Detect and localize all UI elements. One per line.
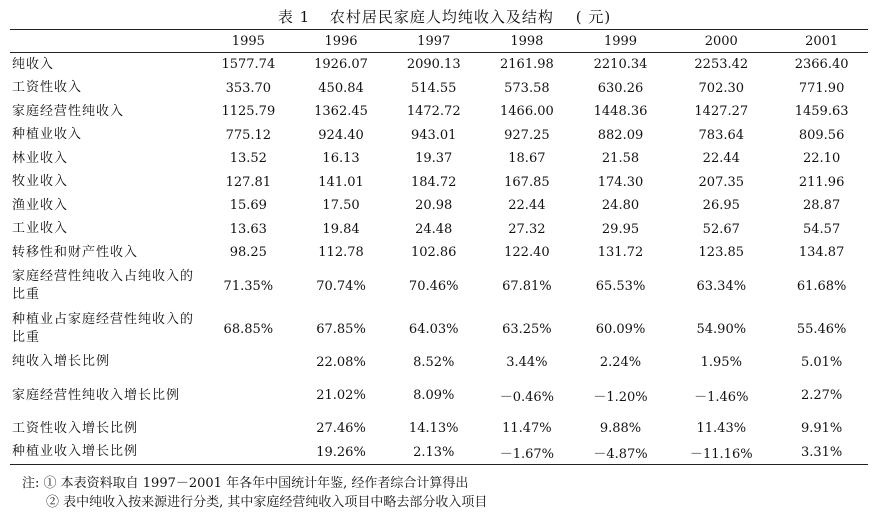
- data-cell: 54.90%: [696, 321, 747, 337]
- data-cell: 63.25%: [502, 321, 552, 337]
- row-label: 种植业收入: [12, 127, 83, 143]
- data-cell: 11.43%: [696, 421, 747, 437]
- data-cell: 102.86: [410, 245, 457, 261]
- data-cell: 63.34%: [696, 278, 747, 294]
- row-label: 纯收入: [12, 56, 55, 72]
- data-cell: －1.20%: [593, 390, 648, 405]
- data-cell: 943.01: [410, 127, 457, 143]
- table-row: [10, 265, 868, 308]
- data-cell: 141.01: [318, 174, 364, 190]
- data-cell: 64.03%: [408, 321, 459, 337]
- data-cell: 60.09%: [595, 321, 646, 337]
- data-cell: －11.16%: [667, 441, 775, 465]
- data-cell: 21.58: [601, 151, 640, 167]
- data-cell: 19.37: [415, 151, 453, 167]
- data-cell: 207.35: [698, 174, 745, 190]
- data-cell: 68.85%: [223, 321, 274, 337]
- data-cell: 21.02%: [316, 388, 366, 403]
- data-cell: 927.25: [504, 127, 550, 143]
- column-header: 1998: [480, 30, 574, 53]
- table-row: [10, 77, 868, 101]
- data-cell: 22.10: [803, 151, 841, 167]
- data-cell: 1362.45: [314, 104, 368, 120]
- data-cell: 15.69: [229, 198, 267, 214]
- data-cell: 18.67: [508, 151, 546, 167]
- data-cell: 809.56: [798, 127, 845, 143]
- data-cell: 2366.40: [794, 57, 849, 73]
- data-cell: 1472.72: [406, 104, 461, 120]
- data-cell: 28.87: [803, 198, 841, 214]
- data-cell: 11.47%: [502, 421, 552, 437]
- table-row: [10, 53, 868, 77]
- data-cell: 61.68%: [796, 278, 847, 294]
- table-row: [10, 147, 868, 171]
- column-header: 1995: [202, 30, 295, 53]
- data-cell: 123.85: [698, 245, 745, 261]
- data-cell: 98.25: [229, 245, 267, 261]
- table-row: [10, 124, 868, 148]
- table-caption: [0, 6, 889, 27]
- data-cell: －4.87%: [574, 441, 668, 465]
- data-cell: [202, 441, 295, 465]
- row-label: 工资性收入增长比例: [12, 420, 139, 436]
- data-cell: 29.95: [601, 221, 640, 237]
- table-row: [10, 374, 868, 417]
- column-header: 1997: [387, 30, 480, 53]
- data-cell: 70.74%: [316, 278, 366, 294]
- row-label: 林业收入: [12, 150, 69, 166]
- data-cell: 8.09%: [413, 388, 455, 403]
- table-row: [10, 351, 868, 375]
- row-label: 工资性收入: [12, 80, 83, 96]
- data-cell: 71.35%: [223, 278, 274, 294]
- data-cell: 3.44%: [506, 354, 548, 370]
- data-cell: 1577.74: [221, 57, 276, 73]
- data-cell: 573.58: [504, 80, 550, 96]
- data-cell: 13.63: [229, 221, 267, 237]
- data-cell: [202, 351, 295, 375]
- data-cell: －0.46%: [499, 390, 555, 405]
- row-label: 家庭经营性纯收入增长比例: [12, 387, 181, 403]
- table-row: [10, 171, 868, 195]
- data-cell: 2210.34: [593, 57, 648, 73]
- column-header: [10, 30, 202, 53]
- data-cell: 771.90: [798, 80, 845, 96]
- data-cell: 5.01%: [800, 354, 843, 370]
- data-cell: 122.40: [504, 245, 550, 261]
- data-cell: 2090.13: [406, 57, 461, 73]
- table-row: [10, 308, 868, 351]
- data-cell: 8.52%: [413, 354, 455, 370]
- data-cell: 16.13: [322, 151, 360, 167]
- data-cell: 702.30: [698, 80, 745, 96]
- data-cell: [202, 374, 295, 417]
- data-cell: 353.70: [225, 80, 272, 96]
- table-body: [10, 53, 868, 465]
- table-row: [10, 100, 868, 124]
- data-cell: 2161.98: [500, 57, 554, 73]
- note-2: ② 表中纯收入按来源进行分类, 其中家庭经营纯收入项目中略去部分收入项目: [46, 495, 488, 510]
- data-cell: [202, 417, 295, 441]
- data-cell: 24.48: [415, 221, 453, 237]
- table-notes: [22, 474, 487, 512]
- row-label: 工业收入: [12, 221, 69, 237]
- column-header: 1999: [574, 30, 668, 53]
- row-label: 牧业收入: [12, 174, 69, 190]
- data-cell: 450.84: [318, 80, 364, 96]
- data-cell: 131.72: [597, 245, 644, 261]
- data-cell: 17.50: [322, 198, 360, 214]
- note-1: 注: ① 本表资料取自 1997－2001 年各年中国统计年鉴, 经作者综合计算得出: [22, 476, 469, 491]
- table-row: [10, 194, 868, 218]
- table-row: [10, 241, 868, 265]
- column-header: 1996: [295, 30, 388, 53]
- data-cell: 112.78: [318, 245, 364, 261]
- data-cell: 1427.27: [694, 104, 749, 120]
- data-cell: 54.57: [803, 221, 841, 237]
- data-cell: 27.32: [508, 221, 546, 237]
- table-title: 农村居民家庭人均纯收入及结构: [329, 8, 554, 26]
- table-row: [10, 218, 868, 242]
- data-cell: 514.55: [410, 80, 457, 96]
- data-cell: 882.09: [597, 127, 644, 143]
- data-cell: 14.13%: [408, 421, 459, 437]
- data-cell: 1.95%: [700, 354, 742, 370]
- row-label: 种植业收入增长比例: [10, 441, 202, 465]
- data-cell: 65.53%: [595, 278, 646, 294]
- data-cell: 22.44: [702, 151, 740, 167]
- data-cell: 26.95: [702, 198, 740, 214]
- table-number: 表 1: [277, 8, 311, 26]
- data-cell: 22.08%: [316, 354, 366, 370]
- data-cell: 67.81%: [502, 278, 552, 294]
- data-cell: 3.31%: [775, 441, 868, 465]
- data-cell: 2.24%: [599, 354, 642, 370]
- data-cell: 52.67: [702, 221, 740, 237]
- row-label: 种植业占家庭经营性纯收入的比重: [12, 312, 195, 345]
- row-label: 家庭经营性纯收入占纯收入的比重: [12, 269, 195, 302]
- data-cell: 1926.07: [314, 57, 368, 73]
- data-cell: 9.91%: [800, 421, 843, 437]
- data-cell: 67.85%: [316, 321, 366, 337]
- data-cell: －1.67%: [480, 441, 574, 465]
- data-cell: 127.81: [225, 174, 272, 190]
- row-label: 纯收入增长比例: [12, 354, 111, 370]
- row-label: 转移性和财产性收入: [12, 244, 139, 260]
- data-cell: 1459.63: [794, 104, 849, 120]
- data-cell: 24.80: [601, 198, 640, 214]
- data-cell: 211.96: [798, 174, 845, 190]
- data-cell: －1.46%: [694, 390, 749, 405]
- data-cell: 55.46%: [796, 321, 847, 337]
- row-label: 渔业收入: [12, 197, 69, 213]
- data-cell: 27.46%: [316, 421, 366, 437]
- data-cell: 924.40: [318, 127, 364, 143]
- data-cell: 134.87: [798, 245, 845, 261]
- table-row: [10, 441, 868, 465]
- data-cell: 174.30: [597, 174, 644, 190]
- data-cell: 167.85: [504, 174, 550, 190]
- data-cell: 2253.42: [694, 57, 749, 73]
- data-cell: 783.64: [698, 127, 745, 143]
- header-row: [10, 30, 868, 53]
- data-cell: 184.72: [410, 174, 457, 190]
- data-cell: 1448.36: [593, 104, 648, 120]
- data-cell: 2.27%: [800, 388, 843, 403]
- row-label: 家庭经营性纯收入: [12, 103, 125, 119]
- column-header: 2001: [775, 30, 868, 53]
- data-cell: 630.26: [597, 80, 644, 96]
- data-cell: 775.12: [225, 127, 272, 143]
- data-cell: 2.13%: [387, 441, 480, 465]
- data-cell: 9.88%: [599, 421, 642, 437]
- data-cell: 19.84: [322, 221, 360, 237]
- data-cell: 1125.79: [221, 104, 276, 120]
- data-cell: 20.98: [415, 198, 453, 214]
- data-cell: 22.44: [508, 198, 546, 214]
- data-cell: 70.46%: [408, 278, 459, 294]
- column-header: 2000: [667, 30, 775, 53]
- data-cell: 13.52: [229, 151, 267, 167]
- table-row: [10, 417, 868, 441]
- table-unit: ( 元): [575, 8, 612, 26]
- data-cell: 19.26%: [295, 441, 388, 465]
- income-structure-table: [10, 29, 868, 465]
- data-cell: 1466.00: [500, 104, 554, 120]
